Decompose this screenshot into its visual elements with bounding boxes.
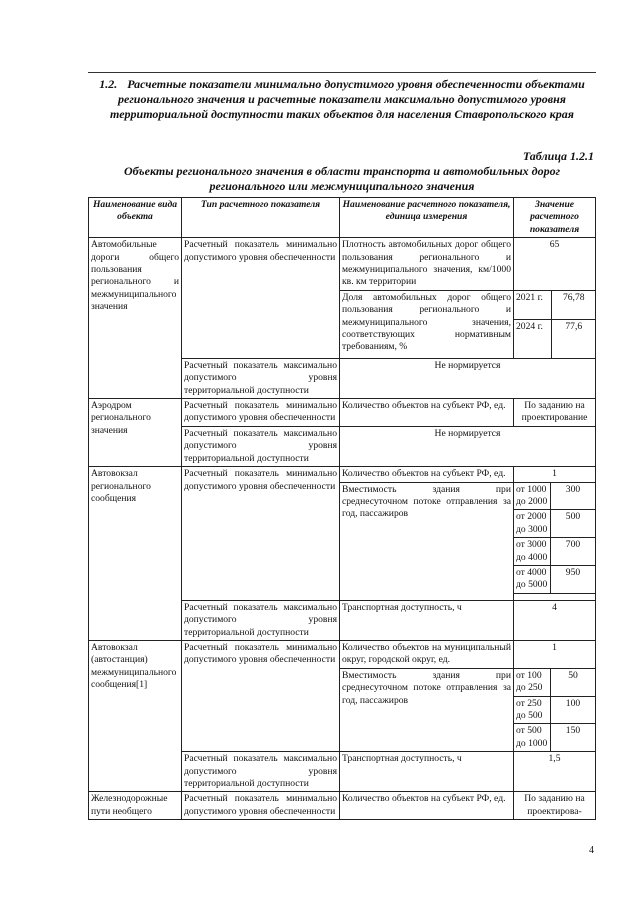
table-number: Таблица 1.2.1 <box>522 149 594 163</box>
table-row <box>89 467 596 482</box>
indicator-type-max: Расчетный показатель максимально допустимого уровня территориальной доступности <box>182 752 340 792</box>
indicator-type-min-text: Расчетный показатель минимально допустимого уровня обеспеченности <box>184 793 337 817</box>
indicator-capacity: Вместимость здания при среднесуточном потоке отправления за год, пассажиров <box>340 668 514 751</box>
table-row <box>89 399 596 427</box>
value-access: 4 <box>514 600 596 640</box>
section-title: Расчетные показатели минимально допустимого уровня обеспеченности объектами регионального значения и расчетные показатели максимально допустимого уровня территориальной доступности таких объектов для населения Ставропольского края <box>110 77 585 121</box>
value-count: 1 <box>514 467 596 482</box>
indicator-share: Доля автомобильных дорог общего пользования регионального и межмуниципального значения, соответствующих нормативным требованиям, % <box>340 290 514 358</box>
object-name-airport: Аэродром регионального значения <box>89 399 182 467</box>
value-count: 1 <box>514 640 596 668</box>
capacity-value: 50 <box>551 668 596 696</box>
table-row <box>89 238 596 291</box>
value-by-design: По заданию на проектирова- <box>514 792 596 820</box>
page-number: 4 <box>589 845 594 856</box>
table-title: Объекты регионального значения в области транспорта и автомобильных дорог регионального или межмуниципального значения <box>123 164 561 193</box>
indicator-type-min: Расчетный показатель минимально допустимого уровня обеспеченности <box>182 238 340 359</box>
indicator-density: Плотность автомобильных дорог общего пользования регионального и межмуниципального значения, км/1000 кв. км территории <box>340 238 514 291</box>
table-header-row <box>89 198 596 238</box>
object-name-roads: Автомобильные дороги общего пользования регионального и межмуниципального значения <box>89 238 182 399</box>
column-header-indicator-name: Наименование расчетного показателя, единица измерения <box>340 198 514 238</box>
indicator-capacity: Вместимость здания при среднесуточном потоке отправления за год, пассажиров <box>340 482 514 600</box>
indicator-type-min <box>182 792 340 820</box>
share-values-table <box>514 291 596 358</box>
indicator-count: Количество объектов на муниципальный округ, городской округ, ед. <box>340 640 514 668</box>
column-header-value: Значение расчетного показателя <box>514 198 596 238</box>
capacity-value: 100 <box>551 696 596 724</box>
table-row <box>89 640 596 668</box>
capacity-range: от 250 до 500 <box>514 696 551 724</box>
indicator-type-max: Расчетный показатель максимально допустимого уровня территориальной доступности <box>182 426 340 466</box>
share-year: 2024 г. <box>514 319 551 358</box>
object-name-bus-station: Автовокзал (автостанция) межмуниципального сообщения[1] <box>89 640 182 791</box>
section-number: 1.2. <box>99 77 118 91</box>
value-density: 65 <box>514 238 596 291</box>
object-name-rail: Железнодорожные пути необщего <box>89 792 182 820</box>
object-name-bus-regional: Автовокзал регионального сообщения <box>89 467 182 641</box>
capacity-value: 950 <box>551 565 596 593</box>
share-value: 76,78 <box>551 291 596 320</box>
column-header-indicator-type: Тип расчетного показателя <box>182 198 340 238</box>
indicator-access: Транспортная доступность, ч <box>340 600 514 640</box>
share-year: 2021 г. <box>514 291 551 320</box>
share-value: 77,6 <box>565 320 583 332</box>
indicators-table <box>88 197 596 820</box>
share-values-cell <box>514 290 596 358</box>
value-by-design: По заданию на проектирование <box>514 399 596 427</box>
capacity-value: 300 <box>551 482 596 510</box>
indicator-count: Количество объектов на субъект РФ, ед. <box>340 399 514 427</box>
section-heading <box>88 77 596 122</box>
capacity-range: от 1000 до 2000 <box>514 482 551 510</box>
capacity-value: 700 <box>551 538 596 566</box>
indicator-access: Транспортная доступность, ч <box>340 752 514 792</box>
indicator-type-max: Расчетный показатель максимально допустимого уровня территориальной доступности <box>182 358 340 398</box>
capacity-range: от 3000 до 4000 <box>514 538 551 566</box>
column-header-object-type: Наименование вида объекта <box>89 198 182 238</box>
share-row <box>514 291 596 320</box>
top-rule <box>88 72 596 73</box>
indicator-type-min: Расчетный показатель минимально допустимого уровня обеспеченности <box>182 467 340 601</box>
capacity-value: 500 <box>551 510 596 538</box>
capacity-range: от 100 до 250 <box>514 668 551 696</box>
capacity-value: 150 <box>551 724 596 752</box>
indicator-type-min: Расчетный показатель минимально допустимого уровня обеспеченности <box>182 640 340 751</box>
indicator-count: Количество объектов на субъект РФ, ед. <box>340 467 514 482</box>
value-not-normed: Не нормируется <box>340 358 596 398</box>
capacity-range: от 4000 до 5000 <box>514 565 551 593</box>
capacity-range: от 500 до 1000 <box>514 724 551 752</box>
indicator-type-max: Расчетный показатель максимально допустимого уровня территориальной доступности <box>182 600 340 640</box>
value-not-normed: Не нормируется <box>340 426 596 466</box>
table-row <box>89 792 596 820</box>
share-row <box>514 319 596 358</box>
value-access: 1,5 <box>514 752 596 792</box>
indicator-type-min: Расчетный показатель минимально допустимого уровня обеспеченности <box>182 399 340 427</box>
capacity-range: от 2000 до 3000 <box>514 510 551 538</box>
empty-cell <box>514 593 596 600</box>
indicator-count: Количество объектов на субъект РФ, ед. <box>340 792 514 820</box>
